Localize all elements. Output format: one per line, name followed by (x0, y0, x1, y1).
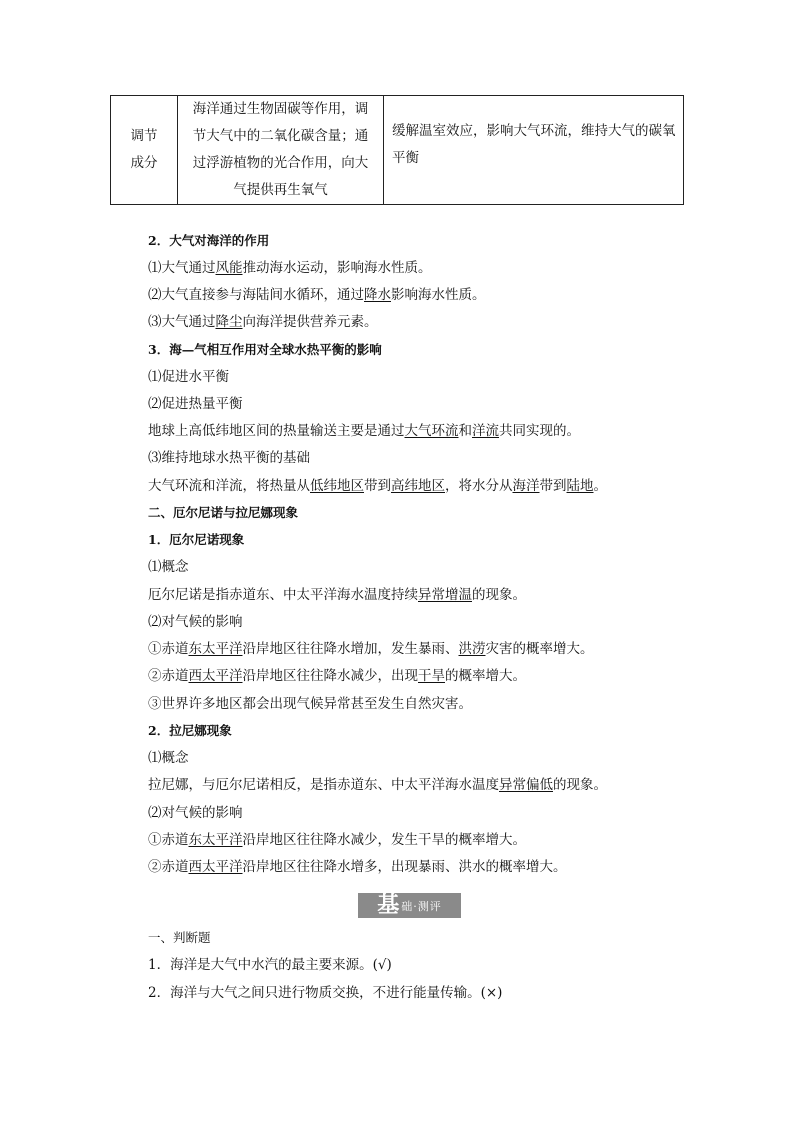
text-line: ⑵大气直接参与海陆间水循环，通过降水影响海水性质。 (148, 287, 486, 303)
text-line: ⑴促进水平衡 (148, 369, 229, 385)
section-badge (358, 893, 461, 918)
section-heading: 3．海—气相互作用对全球水热平衡的影响 (148, 342, 382, 357)
row-label-cell (111, 96, 178, 205)
text-line: ①赤道东太平洋沿岸地区往往降水增加，发生暴雨、洪涝灾害的概率增大。 (148, 641, 594, 657)
atmosphere-effect-cell (384, 96, 684, 205)
part-heading: 二、厄尔尼诺与拉尼娜现象 (148, 505, 299, 520)
cell-line: 海洋通过生物固碳等作用，调 (192, 101, 369, 117)
comparison-table (110, 95, 684, 205)
cell-line: 气提供再生氧气 (233, 182, 328, 198)
section-heading: 2．拉尼娜现象 (148, 723, 232, 738)
badge-label: 础·测评 (401, 899, 442, 913)
text-line: 拉尼娜，与厄尔尼诺相反，是指赤道东、中太平洋海水温度异常偏低的现象。 (148, 777, 607, 793)
ocean-effect-cell (178, 96, 384, 205)
row-label-line: 成分 (130, 155, 158, 171)
cell-line: 平衡 (392, 150, 419, 166)
text-line: ⑶大气通过降尘向海洋提供营养元素。 (148, 314, 378, 330)
text-line: ⑴大气通过风能推动海水运动，影响海水性质。 (148, 260, 432, 276)
text-line: ③世界许多地区都会出现气候异常甚至发生自然灾害。 (148, 696, 472, 712)
quiz-item: 2．海洋与大气之间只进行物质交换，不进行能量传输。(×) (148, 985, 503, 1001)
text-line: ②赤道西太平洋沿岸地区往往降水减少，出现干旱的概率增大。 (148, 668, 526, 684)
row-label-line: 调节 (130, 128, 158, 144)
text-line: 大气环流和洋流，将热量从低纬地区带到高纬地区，将水分从海洋带到陆地。 (148, 478, 607, 494)
quiz-heading: 一、判断题 (148, 930, 211, 945)
cell-line: 节大气中的二氧化碳含量；通 (192, 128, 369, 144)
text-line: ①赤道东太平洋沿岸地区往往降水减少，发生干旱的概率增大。 (148, 832, 526, 848)
section-heading: 2．大气对海洋的作用 (148, 233, 270, 248)
text-line: ⑵对气候的影响 (148, 805, 243, 821)
text-line: ⑶维持地球水热平衡的基础 (148, 450, 310, 466)
text-line: ⑵对气候的影响 (148, 614, 243, 630)
text-line: ②赤道西太平洋沿岸地区往往降水增多，出现暴雨、洪水的概率增大。 (148, 859, 567, 875)
badge-big-char: 基 (377, 893, 400, 918)
cell-line: 过浮游植物的光合作用，向大 (192, 155, 369, 171)
section-heading: 1．厄尔尼诺现象 (148, 532, 245, 547)
text-line: 厄尔尼诺是指赤道东、中太平洋海水温度持续异常增温的现象。 (148, 587, 526, 603)
text-line: ⑴概念 (148, 559, 189, 575)
cell-line: 缓解温室效应，影响大气环流，维持大气的碳氧 (392, 123, 676, 139)
text-line: 地球上高低纬地区间的热量输送主要是通过大气环流和洋流共同实现的。 (148, 423, 580, 439)
text-line: ⑴概念 (148, 750, 189, 766)
table-row (111, 96, 684, 205)
quiz-item: 1．海洋是大气中水汽的最主要来源。(√) (148, 957, 392, 973)
text-line: ⑵促进热量平衡 (148, 396, 243, 412)
